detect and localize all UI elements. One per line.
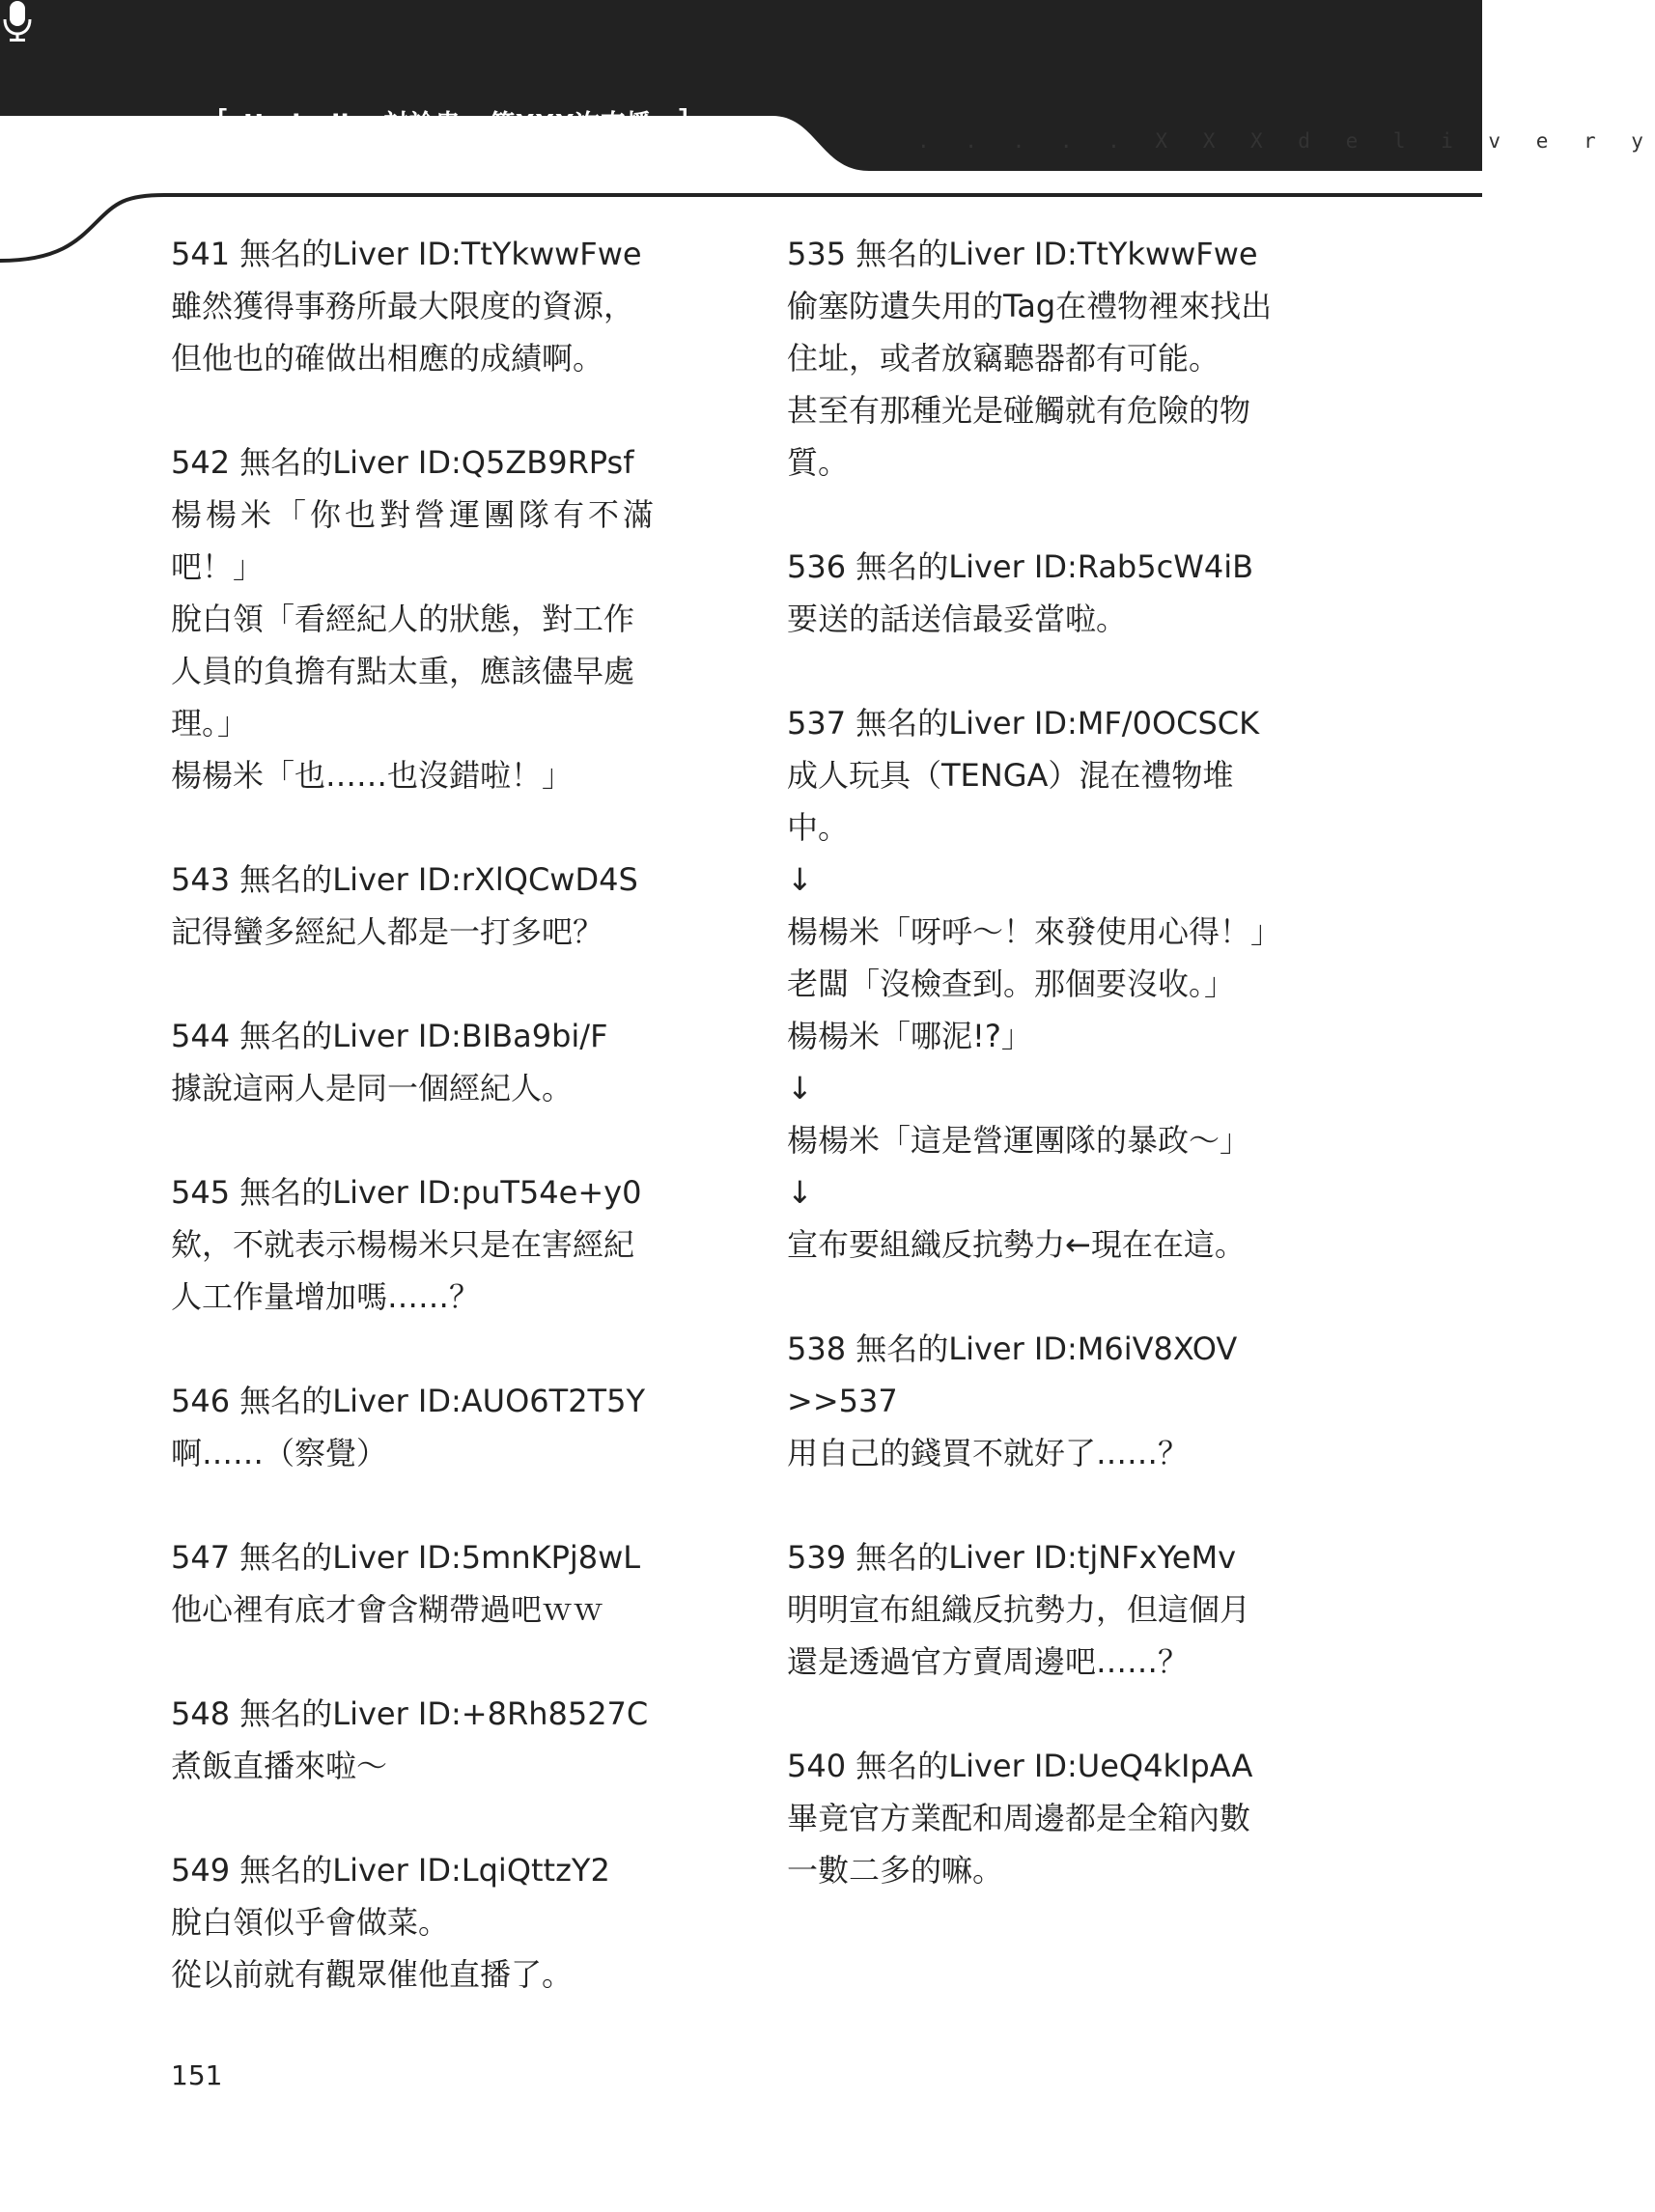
microphone-icon bbox=[0, 0, 35, 42]
post bbox=[171, 436, 692, 801]
left-column bbox=[171, 228, 692, 2053]
post-header: 546 無名的Liver ID:AUO6T2T5Y bbox=[171, 1383, 646, 1419]
post-line: 甚至有那種光是碰觸就有危險的物 bbox=[787, 392, 1251, 429]
post-line: 據說這兩人是同一個經紀人。 bbox=[171, 1070, 574, 1106]
post-header: 542 無名的Liver ID:Q5ZB9RPsf bbox=[171, 444, 634, 481]
post-line: 人工作量增加嗎……？ bbox=[171, 1278, 481, 1315]
post-line: 他心裡有底才會含糊帶過吧ｗｗ bbox=[171, 1591, 604, 1628]
post-line: 成人玩具（TENGA）混在禮物堆 bbox=[787, 757, 1234, 794]
post bbox=[171, 1688, 692, 1792]
post-header: 539 無名的Liver ID:tjNFxYeMv bbox=[787, 1539, 1237, 1576]
stream-number: 第XXX次直播 bbox=[490, 110, 652, 139]
post-line: 雖然獲得事務所最大限度的資源， bbox=[171, 288, 635, 324]
reply-link[interactable]: >>537 bbox=[787, 1383, 898, 1419]
post-line: 畢竟官方業配和周邊都是全箱內數 bbox=[787, 1800, 1251, 1836]
page-number: 151 bbox=[171, 2059, 223, 2091]
title-bracket-close: ] bbox=[676, 103, 690, 143]
post-line: 吧！」 bbox=[171, 548, 265, 585]
thread-title: Underlive討論串 bbox=[243, 110, 462, 139]
post-header: 540 無名的Liver ID:UeQ4kIpAA bbox=[787, 1748, 1253, 1784]
post bbox=[787, 697, 1308, 1271]
header-title bbox=[243, 107, 652, 142]
post bbox=[171, 1166, 692, 1323]
post-line: 欸，不就表示楊楊米只是在害經紀 bbox=[171, 1226, 635, 1263]
post-line: 還是透過官方賣周邊吧……？ bbox=[787, 1643, 1190, 1680]
post bbox=[171, 1375, 692, 1479]
post-header: 535 無名的Liver ID:TtYkwwFwe bbox=[787, 236, 1258, 272]
post bbox=[787, 1531, 1308, 1688]
post bbox=[171, 1844, 692, 2001]
post bbox=[787, 228, 1308, 489]
post bbox=[171, 854, 692, 958]
post-header: 536 無名的Liver ID:Rab5cW4iB bbox=[787, 548, 1254, 585]
post-line: 老闆「沒檢查到。那個要沒收。」 bbox=[787, 966, 1236, 1002]
post-line: 啊……（察覺） bbox=[171, 1435, 388, 1471]
arrow-down-icon: ↓ bbox=[787, 1070, 813, 1106]
post-line: 理。」 bbox=[171, 705, 249, 742]
post-header: 537 無名的Liver ID:MF/0OCSCK bbox=[787, 705, 1260, 742]
post-line: 質。 bbox=[787, 444, 850, 481]
post-header: 543 無名的Liver ID:rXlQCwD4S bbox=[171, 861, 638, 898]
post-line: 楊楊米「也……也沒錯啦！」 bbox=[171, 757, 574, 794]
post-header: 544 無名的Liver ID:BIBa9bi/F bbox=[171, 1018, 608, 1054]
post-line: 煮飯直播來啦～ bbox=[171, 1748, 388, 1784]
post-line: 脫白領「看經紀人的狀態，對工作 bbox=[171, 601, 635, 637]
post-line: 楊楊米「你也對營運團隊有不滿 bbox=[171, 496, 659, 533]
post-line: 從以前就有觀眾催他直播了。 bbox=[171, 1956, 574, 1993]
post-header: 548 無名的Liver ID:+8Rh8527C bbox=[171, 1695, 649, 1732]
post bbox=[171, 1531, 692, 1636]
post bbox=[787, 1740, 1308, 1896]
post-line: 偷塞防遺失用的Tag在禮物裡來找出 bbox=[787, 288, 1273, 324]
post-line: 人員的負擔有點太重，應該儘早處 bbox=[171, 653, 635, 689]
post-header: 549 無名的Liver ID:LqiQttzY2 bbox=[171, 1852, 610, 1889]
post-header: 541 無名的Liver ID:TtYkwwFwe bbox=[171, 236, 642, 272]
post-line: 住址，或者放竊聽器都有可能。 bbox=[787, 340, 1220, 377]
post-line: 宣布要組織反抗勢力←現在在這。 bbox=[787, 1226, 1246, 1263]
right-column bbox=[787, 228, 1308, 1948]
page-header bbox=[0, 0, 1655, 193]
post-line: 一數二多的嘛。 bbox=[787, 1852, 1004, 1889]
arrow-down-icon: ↓ bbox=[787, 1174, 813, 1211]
post-line: 明明宣布組織反抗勢力，但這個月 bbox=[787, 1591, 1251, 1628]
delivery-tagline: . . . . . X X X d e l i v e r y bbox=[917, 129, 1655, 153]
post bbox=[787, 1323, 1308, 1479]
title-bracket-open: [ bbox=[216, 103, 231, 143]
post-line: 脫白領似乎會做菜。 bbox=[171, 1904, 450, 1941]
post bbox=[171, 1010, 692, 1114]
post-line: 要送的話送信最妥當啦。 bbox=[787, 601, 1128, 637]
post-line: 楊楊米「這是營運團隊的暴政～」 bbox=[787, 1122, 1251, 1159]
post-line: 中。 bbox=[787, 809, 850, 846]
post-header: 545 無名的Liver ID:puT54e+y0 bbox=[171, 1174, 642, 1211]
post-line: 但他也的確做出相應的成績啊。 bbox=[171, 340, 604, 377]
post-line: 楊楊米「呀呼～！來發使用心得！」 bbox=[787, 913, 1282, 950]
post-line: 記得蠻多經紀人都是一打多吧？ bbox=[171, 913, 604, 950]
post-header: 547 無名的Liver ID:5mnKPj8wL bbox=[171, 1539, 641, 1576]
post-header: 538 無名的Liver ID:M6iV8XOV bbox=[787, 1330, 1238, 1367]
post-line: 楊楊米「哪泥!?」 bbox=[787, 1018, 1032, 1054]
post-line: 用自己的錢買不就好了……？ bbox=[787, 1435, 1190, 1471]
post bbox=[171, 228, 692, 384]
post bbox=[787, 541, 1308, 645]
arrow-down-icon: ↓ bbox=[787, 861, 813, 898]
